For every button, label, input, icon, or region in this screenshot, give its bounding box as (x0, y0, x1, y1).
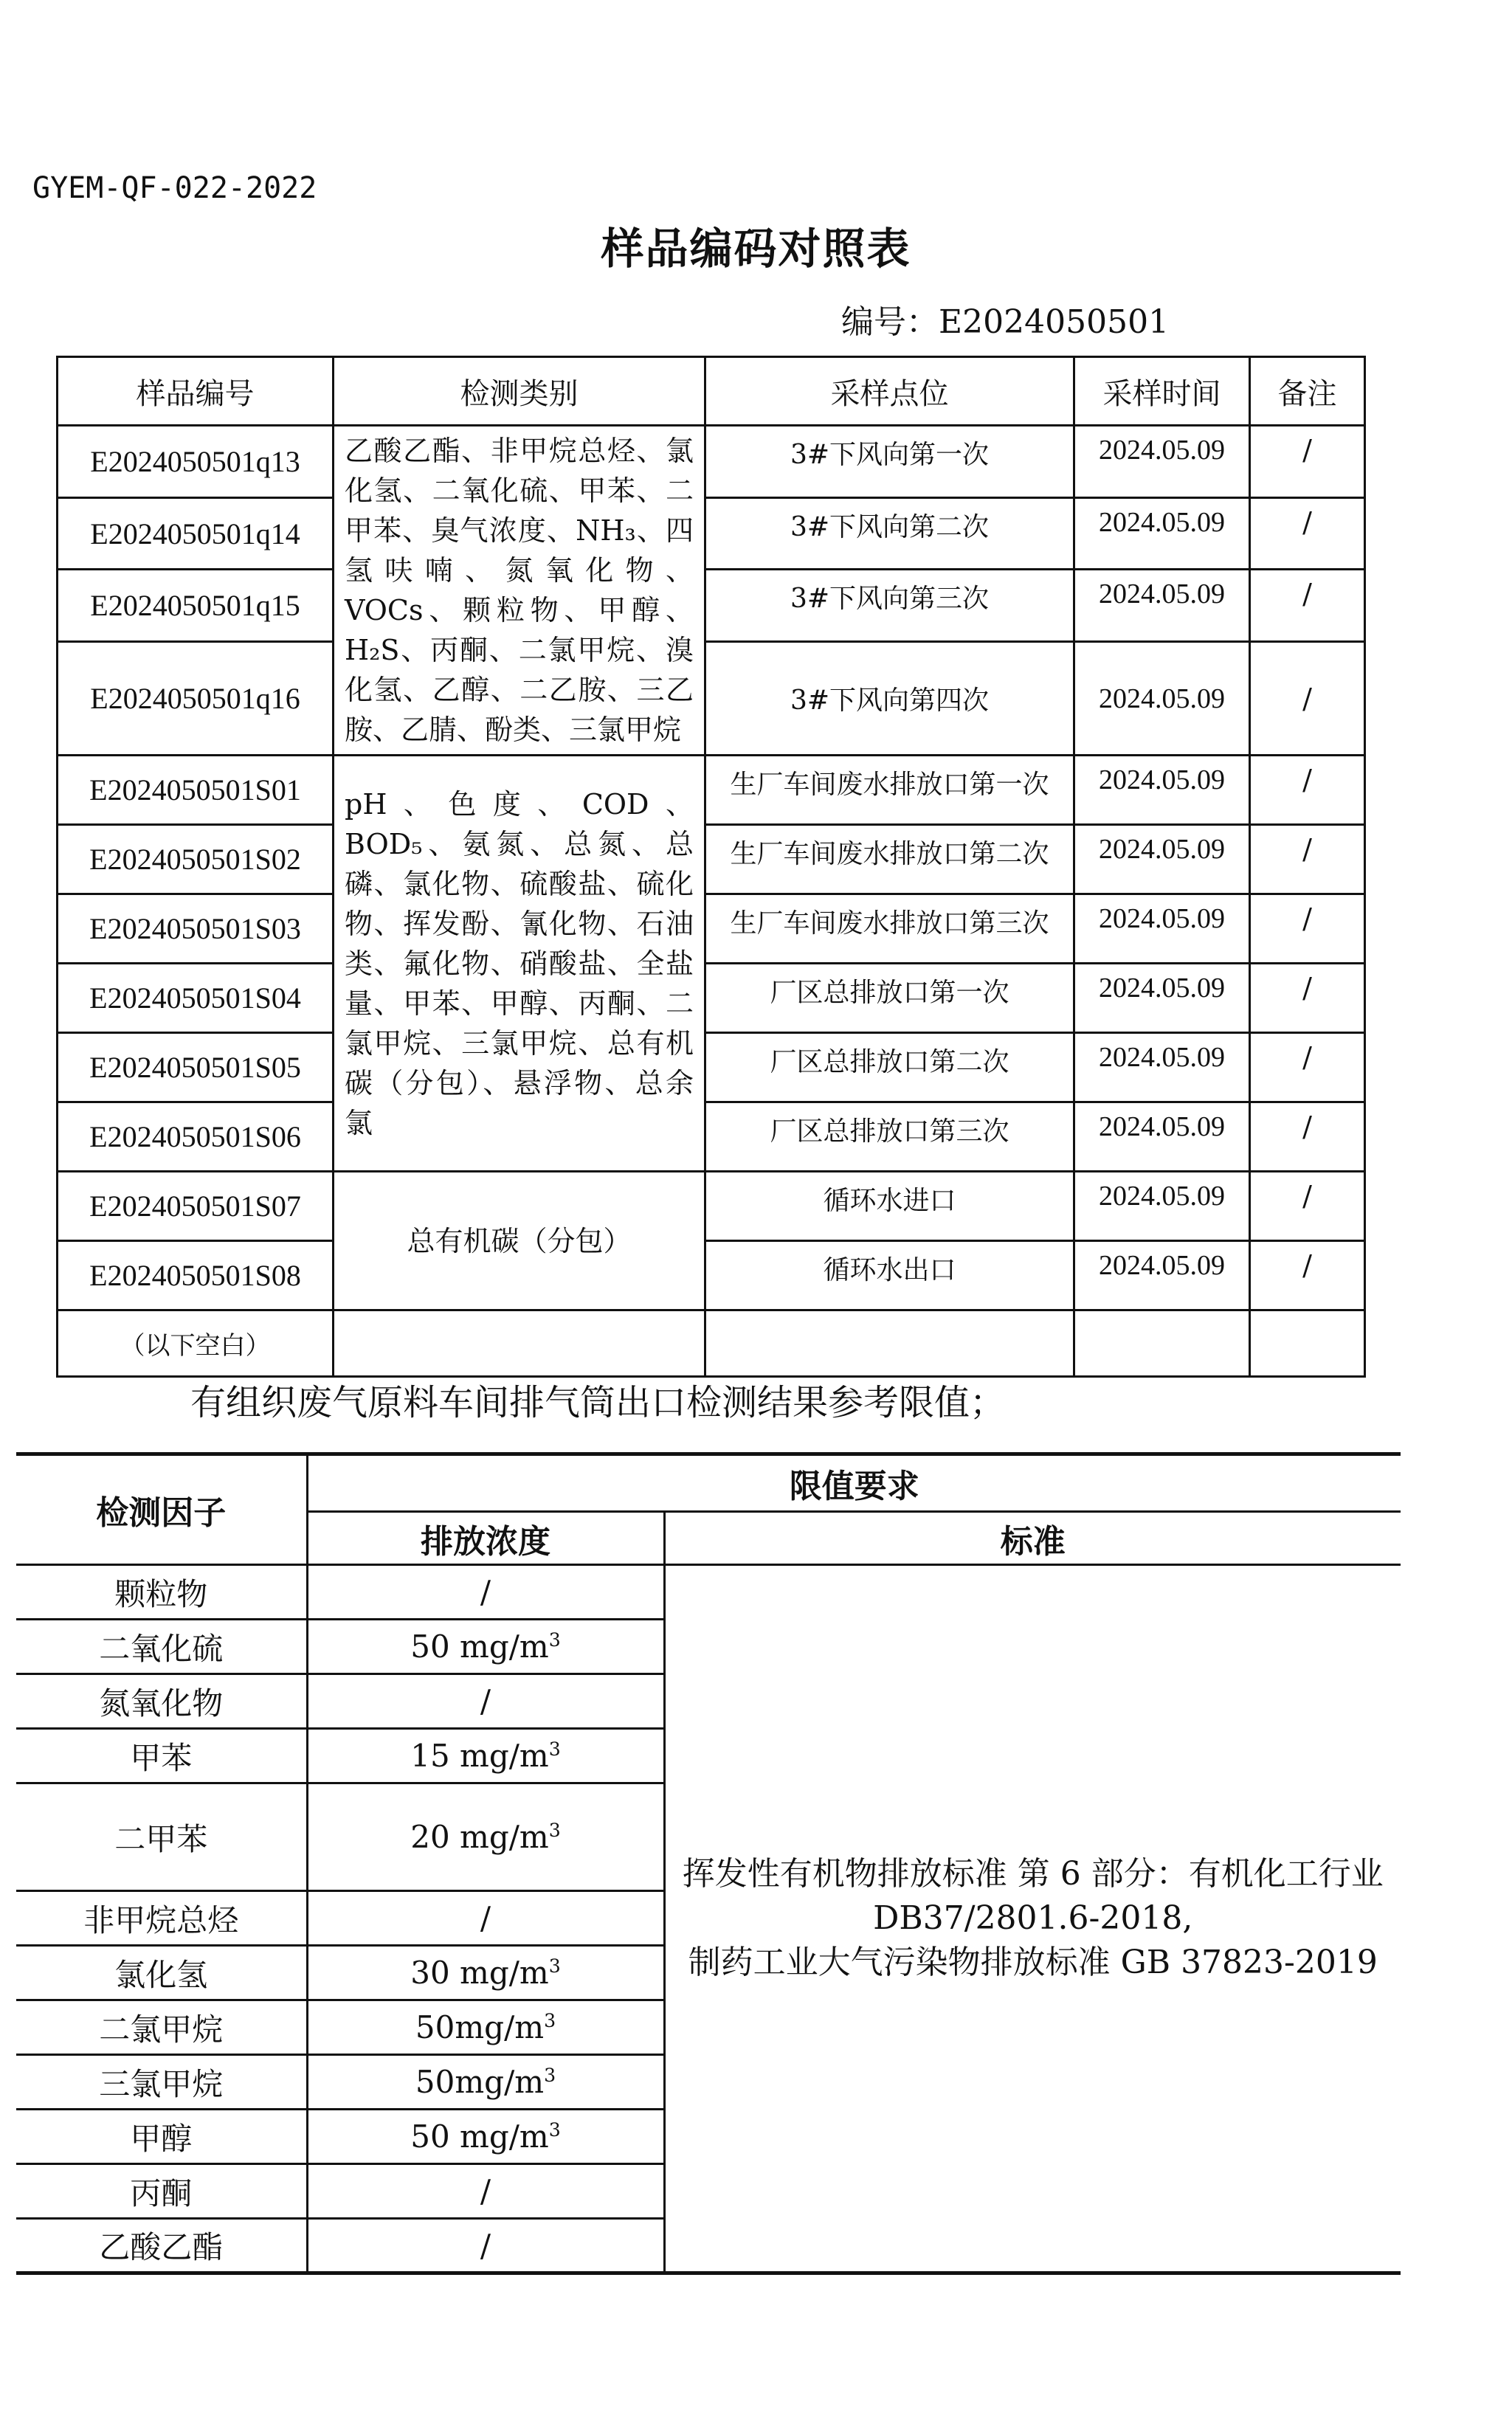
factor-name: 三氯甲烷 (16, 2055, 307, 2110)
test-category-water: pH、色度、COD、BOD₅、氨氮、总氮、总磷、氯化物、硫酸盐、硫化物、挥发酚、氰化物、石油类、氟化物、硝酸盐、全盐量、甲苯、甲醇、丙酮、二氯甲烷、三氯甲烷、总有机碳（分包）、悬浮物、总余氯 (334, 756, 705, 1172)
factor-name: 乙酸乙酯 (16, 2219, 307, 2273)
concentration-value: / (307, 2219, 664, 2273)
table-row (58, 825, 1365, 894)
concentration-value: / (307, 1891, 664, 1946)
sample-code-table (56, 356, 1366, 1378)
sample-code: E2024050501q13 (58, 426, 334, 498)
document-number-label: 编号： (841, 303, 939, 341)
standard-text (664, 1565, 1401, 2273)
remark: / (1250, 964, 1365, 1033)
value-number: 30 (410, 1955, 460, 1991)
value-unit-sup: 3 (548, 1820, 561, 1841)
sample-code: E2024050501q16 (58, 642, 334, 756)
blank-row-label: （以下空白） (58, 1310, 334, 1377)
remark: / (1250, 1172, 1365, 1241)
sampling-date: 2024.05.09 (1074, 825, 1250, 894)
concentration-value (307, 1620, 664, 1674)
value-unit-sup: 3 (544, 2010, 556, 2031)
value-unit-sup: 3 (548, 1955, 561, 1977)
remark: / (1250, 570, 1365, 642)
concentration-value (307, 1946, 664, 2000)
sampling-date: 2024.05.09 (1074, 570, 1250, 642)
table-row (58, 756, 1365, 825)
table-header-row (58, 357, 1365, 426)
remark: / (1250, 1033, 1365, 1102)
empty-cell (334, 1310, 705, 1377)
blank-row (58, 1310, 1365, 1377)
empty-cell (705, 1310, 1074, 1377)
remark: / (1250, 756, 1365, 825)
value-number: 50 (410, 1628, 460, 1665)
header-factor: 检测因子 (16, 1454, 307, 1565)
table-row (16, 1565, 1401, 1620)
value-unit: mg/m (455, 2064, 545, 2100)
value-unit-sup: 3 (548, 2119, 561, 2141)
table-row (58, 964, 1365, 1033)
concentration-value (307, 1729, 664, 1783)
factor-name: 二甲苯 (16, 1783, 307, 1891)
factor-name: 氯化氢 (16, 1946, 307, 2000)
value-unit-sup: 3 (544, 2065, 556, 2086)
limit-value-table (16, 1452, 1401, 2275)
test-category-toc: 总有机碳（分包） (334, 1172, 705, 1310)
factor-name: 颗粒物 (16, 1565, 307, 1620)
sampling-date: 2024.05.09 (1074, 756, 1250, 825)
sampling-location: 3#下风向第二次 (705, 497, 1074, 570)
sample-code: E2024050501S07 (58, 1172, 334, 1241)
sampling-date: 2024.05.09 (1074, 1102, 1250, 1172)
sampling-location: 厂区总排放口第一次 (705, 964, 1074, 1033)
sampling-location: 生厂车间废水排放口第一次 (705, 756, 1074, 825)
sample-code: E2024050501S05 (58, 1033, 334, 1102)
standard-line: 挥发性有机物排放标准 第 6 部分：有机化工行业 (682, 1855, 1384, 1893)
standard-line: 制药工业大气污染物排放标准 GB 37823-2019 (688, 1944, 1378, 1981)
value-number: 50 (410, 2118, 460, 2155)
remark: / (1250, 426, 1365, 498)
table-row (58, 497, 1365, 570)
factor-name: 氮氧化物 (16, 1674, 307, 1729)
page-title: 样品编码对照表 (601, 224, 911, 274)
factor-name: 丙酮 (16, 2164, 307, 2219)
sampling-date: 2024.05.09 (1074, 1241, 1250, 1310)
table-row (58, 1102, 1365, 1172)
factor-name: 甲醇 (16, 2110, 307, 2164)
factor-name: 二氯甲烷 (16, 2000, 307, 2055)
sample-code: E2024050501S08 (58, 1241, 334, 1310)
sample-code: E2024050501S02 (58, 825, 334, 894)
table-row (58, 426, 1365, 498)
sampling-location: 3#下风向第四次 (705, 642, 1074, 756)
value-unit: mg/m (460, 1819, 549, 1855)
factor-name: 非甲烷总烃 (16, 1891, 307, 1946)
table-row (58, 1172, 1365, 1241)
sampling-location: 生厂车间废水排放口第三次 (705, 894, 1074, 964)
remark: / (1250, 642, 1365, 756)
remark: / (1250, 1241, 1365, 1310)
sampling-date: 2024.05.09 (1074, 642, 1250, 756)
concentration-value (307, 1783, 664, 1891)
sampling-location: 循环水出口 (705, 1241, 1074, 1310)
value-unit-sup: 3 (548, 1629, 561, 1651)
remark: / (1250, 497, 1365, 570)
header-standard: 标准 (664, 1512, 1401, 1565)
sampling-location: 厂区总排放口第三次 (705, 1102, 1074, 1172)
sampling-date: 2024.05.09 (1074, 964, 1250, 1033)
header-limit: 限值要求 (307, 1454, 1401, 1512)
value-number: 15 (410, 1738, 460, 1774)
factor-name: 甲苯 (16, 1729, 307, 1783)
concentration-value (307, 2000, 664, 2055)
limit-intro-text: 有组织废气原料车间排气筒出口检测结果参考限值； (190, 1382, 1006, 1423)
sample-code: E2024050501S04 (58, 964, 334, 1033)
concentration-value (307, 2110, 664, 2164)
value-unit-sup: 3 (548, 1738, 561, 1760)
standard-line: DB37/2801.6-2018, (873, 1899, 1193, 1937)
value-unit: mg/m (460, 1955, 549, 1991)
remark: / (1250, 894, 1365, 964)
sampling-date: 2024.05.09 (1074, 497, 1250, 570)
table-row (58, 642, 1365, 756)
sampling-date: 2024.05.09 (1074, 1172, 1250, 1241)
table-row (58, 570, 1365, 642)
remark: / (1250, 825, 1365, 894)
table-row (58, 1033, 1365, 1102)
value-unit: mg/m (460, 2118, 549, 2155)
value-number: 50 (415, 2009, 455, 2045)
concentration-value (307, 2055, 664, 2110)
value-unit: mg/m (460, 1738, 549, 1774)
sample-code: E2024050501q15 (58, 570, 334, 642)
header-remark: 备注 (1250, 357, 1365, 426)
sampling-date: 2024.05.09 (1074, 894, 1250, 964)
header-test-category: 检测类别 (334, 357, 705, 426)
value-unit: mg/m (460, 1628, 549, 1665)
concentration-value: / (307, 2164, 664, 2219)
header-sampling-location: 采样点位 (705, 357, 1074, 426)
empty-cell (1074, 1310, 1250, 1377)
table-header-row (16, 1454, 1401, 1512)
header-concentration: 排放浓度 (307, 1512, 664, 1565)
sampling-location: 3#下风向第一次 (705, 426, 1074, 498)
document-number-value: E2024050501 (939, 303, 1170, 341)
sampling-location: 循环水进口 (705, 1172, 1074, 1241)
sampling-location: 生厂车间废水排放口第二次 (705, 825, 1074, 894)
value-unit: mg/m (455, 2009, 545, 2045)
sampling-location: 厂区总排放口第二次 (705, 1033, 1074, 1102)
sampling-date: 2024.05.09 (1074, 1033, 1250, 1102)
header-sampling-time: 采样时间 (1074, 357, 1250, 426)
concentration-value: / (307, 1674, 664, 1729)
header-sample-code: 样品编号 (58, 357, 334, 426)
sample-code: E2024050501S06 (58, 1102, 334, 1172)
remark: / (1250, 1102, 1365, 1172)
value-number: 20 (410, 1819, 460, 1855)
document-code: GYEM-QF-022-2022 (32, 171, 317, 205)
table-row (58, 1241, 1365, 1310)
empty-cell (1250, 1310, 1365, 1377)
document-number (841, 295, 1169, 342)
factor-name: 二氧化硫 (16, 1620, 307, 1674)
sampling-date: 2024.05.09 (1074, 426, 1250, 498)
sample-code: E2024050501S01 (58, 756, 334, 825)
concentration-value: / (307, 1565, 664, 1620)
table-row (58, 894, 1365, 964)
sampling-location: 3#下风向第三次 (705, 570, 1074, 642)
test-category-gas: 乙酸乙酯、非甲烷总烃、氯化氢、二氧化硫、甲苯、二甲苯、臭气浓度、NH₃、四氢呋喃、氮氧化物、VOCs、颗粒物、甲醇、H₂S、丙酮、二氯甲烷、溴化氢、乙醇、二乙胺、三乙胺、乙腈、酚类、三氯甲烷 (334, 426, 705, 756)
sample-code: E2024050501S03 (58, 894, 334, 964)
value-number: 50 (415, 2064, 455, 2100)
sample-code: E2024050501q14 (58, 497, 334, 570)
